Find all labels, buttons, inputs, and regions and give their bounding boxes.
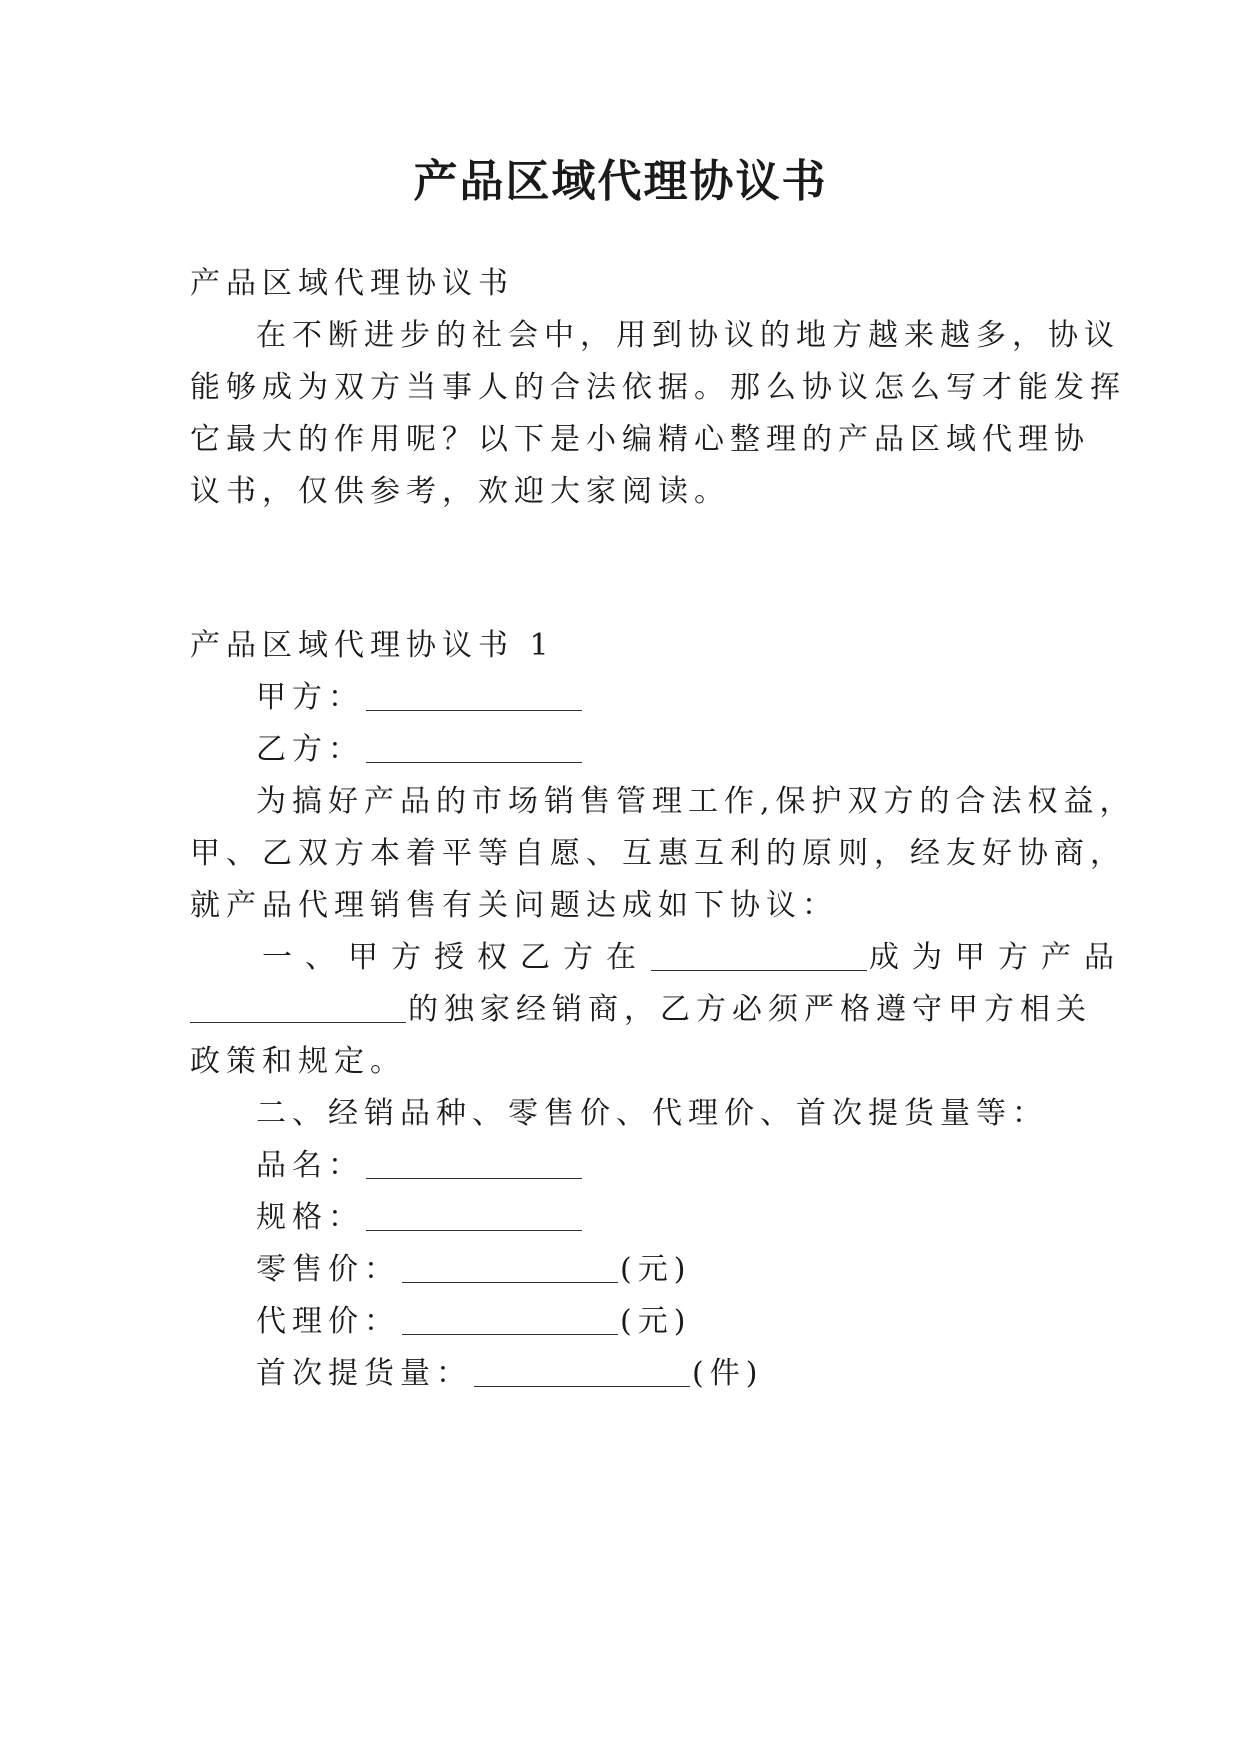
product-name-line <box>256 1146 1136 1186</box>
party-b-line <box>256 730 1136 770</box>
product-name-label: 品名： <box>256 1148 364 1183</box>
intro-line-4: 议书，仅供参考，欢迎大家阅读。 <box>190 474 730 509</box>
party-b-label: 乙方： <box>256 732 364 767</box>
party-a-line <box>256 678 1136 718</box>
party-a-blank <box>366 684 582 711</box>
intro-line-2: 能够成为双方当事人的合法依据。那么协议怎么写才能发挥 <box>190 370 1126 405</box>
first-qty-line <box>256 1354 1136 1394</box>
retail-price-line <box>256 1250 1136 1290</box>
intro-line-1: 在不断进步的社会中，用到协议的地方越来越多，协议 <box>256 318 1120 353</box>
purpose-line-2: 甲、乙双方本着平等自愿、互惠互利的原则，经友好协商， <box>190 836 1126 871</box>
clause2-line: 二、经销品种、零售价、代理价、首次提货量等： <box>256 1096 1048 1131</box>
product-name-blank <box>366 1152 582 1179</box>
spec-line <box>256 1198 1136 1238</box>
first-qty-blank <box>474 1360 690 1387</box>
clause1-part1: 一、甲方授权乙方在 <box>262 940 649 975</box>
document-title: 产品区域代理协议书 <box>413 156 828 207</box>
first-qty-unit: (件) <box>692 1356 764 1391</box>
purpose-line-3: 就产品代理销售有关问题达成如下协议： <box>190 888 838 923</box>
clause1-part3: 的独家经销商，乙方必须严格遵守甲方相关 <box>408 992 1092 1027</box>
party-a-label: 甲方： <box>256 680 364 715</box>
agent-price-line <box>256 1302 1136 1342</box>
clause1-region-blank <box>651 944 867 971</box>
agent-price-blank <box>402 1308 618 1335</box>
agent-price-unit: (元) <box>620 1304 692 1339</box>
subtitle: 产品区域代理协议书 <box>190 266 514 301</box>
clause1-line-3: 政策和规定。 <box>190 1044 406 1079</box>
retail-price-blank <box>402 1256 618 1283</box>
section-heading: 产品区域代理协议书 1 <box>190 628 555 663</box>
clause1-line-1 <box>262 938 1142 978</box>
purpose-line-1: 为搞好产品的市场销售管理工作,保护双方的合法权益， <box>256 784 1136 819</box>
clause1-part2: 成为甲方产品 <box>869 940 1127 975</box>
first-qty-label: 首次提货量： <box>256 1356 472 1391</box>
clause1-product-blank <box>190 996 406 1023</box>
agent-price-label: 代理价： <box>256 1304 400 1339</box>
clause1-line-2 <box>190 990 1092 1030</box>
spec-blank <box>366 1204 582 1231</box>
party-b-blank <box>366 736 582 763</box>
intro-line-3: 它最大的作用呢？以下是小编精心整理的产品区域代理协 <box>190 422 1090 457</box>
spec-label: 规格： <box>256 1200 364 1235</box>
retail-price-label: 零售价： <box>256 1252 400 1287</box>
retail-price-unit: (元) <box>620 1252 692 1287</box>
